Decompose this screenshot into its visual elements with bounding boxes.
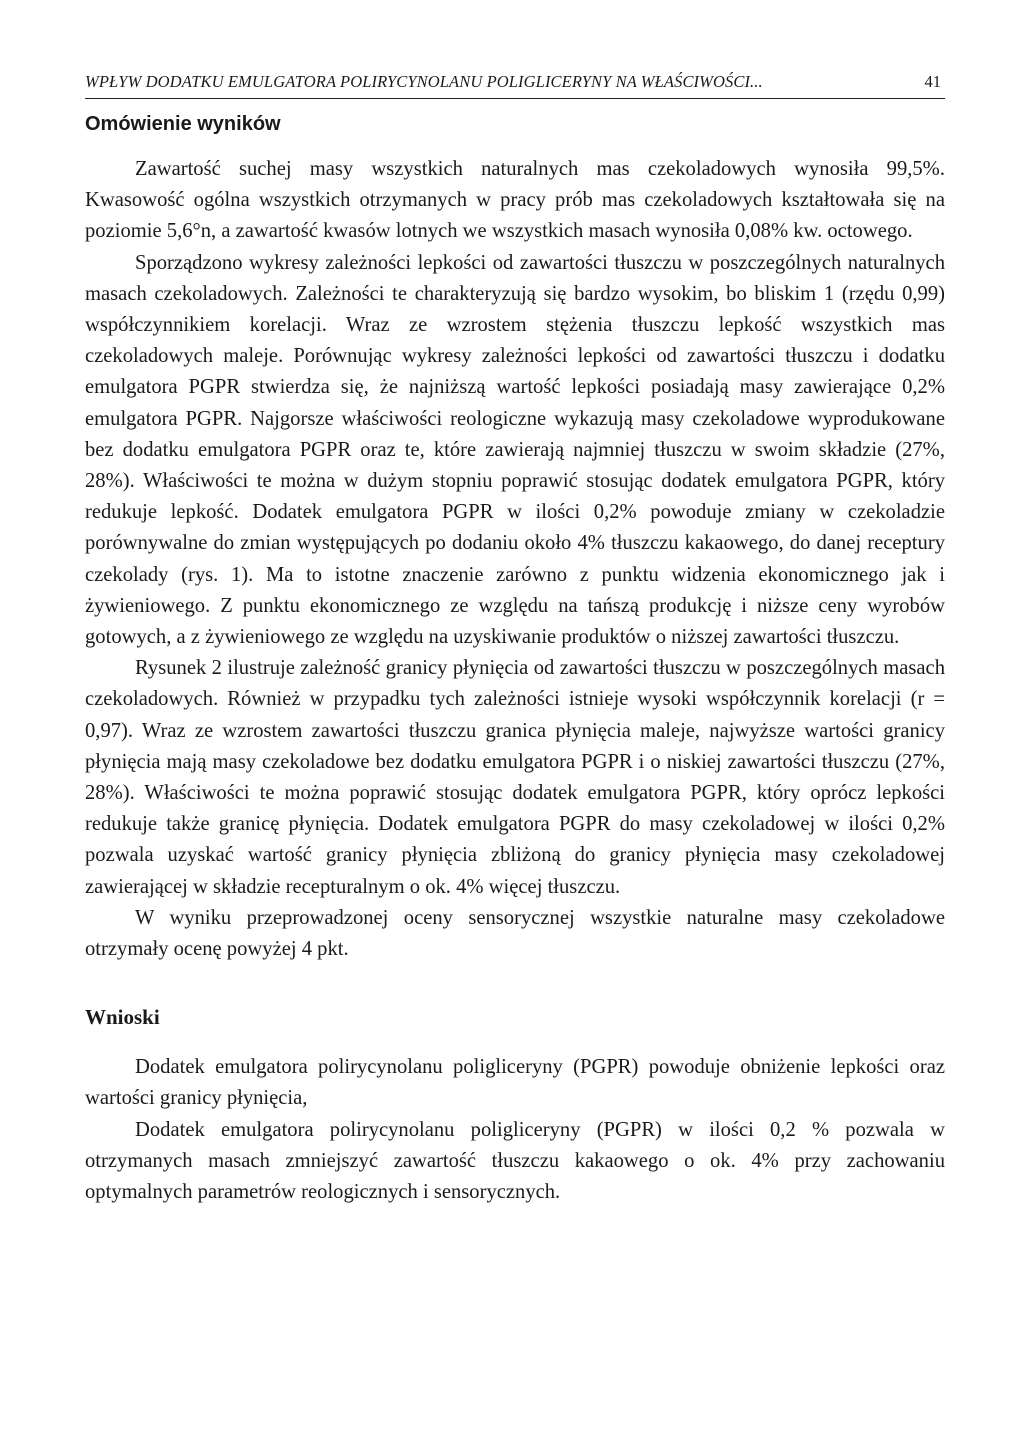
results-paragraph-4: W wyniku przeprowadzonej oceny sensorycznej wszystkie naturalne masy czekoladowe otrzymały ocenę powyżej 4 pkt. <box>85 906 945 961</box>
results-section <box>85 113 945 965</box>
results-paragraph-2: Sporządzono wykresy zależności lepkości od zawartości tłuszczu w poszczególnych naturalnych masach czekoladowych. Zależności te charakteryzują się bardzo wysokim, bo bliskim 1 (rzędu 0,99) współczynnikiem korelacji. Wraz ze wzrostem stężenia tłuszczu lepkość wszystkich mas czekoladowych maleje. Porównując wykresy zależności lepkości od zawartości tłuszczu i dodatku emulgatora PGPR stwierdza się, że najniższą wartość lepkości posiadają masy zawierające 0,2% emulgatora PGPR. Najgorsze właściwości reologiczne wykazują masy czekoladowe wyprodukowane bez dodatku emulgatora PGPR oraz te, które zawierają najmniej tłuszczu w swoim składzie (27%, 28%). Właściwości te można w dużym stopniu poprawić stosując dodatek emulgatora PGPR, który redukuje lepkość. Dodatek emulgatora PGPR w ilości 0,2% powoduje zmiany w czekoladzie porównywalne do zmian występujących po dodaniu około 4% tłuszczu kakaowego, do danej receptury czekolady (rys. 1). Ma to istotne znaczenie zarówno z punktu widzenia ekonomicznego jak i żywieniowego. Z punktu ekonomicznego ze względu na tańszą produkcję i niższe ceny wyrobów gotowych, a z żywieniowego ze względu na uzyskiwanie produktów o niższej zawartości tłuszczu. <box>85 251 945 649</box>
document-page <box>85 72 945 1208</box>
conclusions-heading: Wnioski <box>85 1005 160 1030</box>
results-paragraph-3: Rysunek 2 ilustruje zależność granicy płynięcia od zawartości tłuszczu w poszczególnych masach czekoladowych. Również w przypadku tych zależności istnieje wysoki współczynnik korelacji (r = 0,97). Wraz ze wzrostem zawartości tłuszczu granica płynięcia maleje, najwyższe wartości granicy płynięcia mają masy czekoladowe bez dodatku emulgatora PGPR i o niskiej zawartości tłuszczu (27%, 28%). Właściwości te można poprawić stosując dodatek emulgatora PGPR, który oprócz lepkości redukuje także granicę płynięcia. Dodatek emulgatora PGPR do masy czekoladowej w ilości 0,2% pozwala uzyskać wartość granicy płynięcia zbliżoną do granicy płynięcia masy czekoladowej zawierającej w składzie recepturalnym o ok. 4% więcej tłuszczu. <box>85 657 945 898</box>
results-heading: Omówienie wyników <box>85 113 281 135</box>
results-paragraph-1: Zawartość suchej masy wszystkich naturalnych mas czekoladowych wynosiła 99,5%. Kwasowość ogólna wszystkich otrzymanych w pracy prób mas czekoladowych kształtowała się na poziomie 5,6°n, a zawartość kwasów lotnych we wszystkich masach wynosiła 0,08% kw. octowego. <box>85 158 945 243</box>
conclusions-paragraph-2: Dodatek emulgatora polirycynolanu poligliceryny (PGPR) w ilości 0,2 % pozwala w otrzymanych masach zmniejszyć zawartość tłuszczu kakaowego o ok. 4% przy zachowaniu optymalnych parametrów reologicznych i sensorycznych. <box>85 1118 945 1204</box>
conclusions-paragraph-1: Dodatek emulgatora polirycynolanu poligliceryny (PGPR) powoduje obniżenie lepkości oraz wartości granicy płynięcia, <box>85 1056 945 1110</box>
conclusions-section <box>85 1005 945 1208</box>
page-number: 41 <box>924 72 941 91</box>
running-header <box>85 72 945 99</box>
running-title: WPŁYW DODATKU EMULGATORA POLIRYCYNOLANU POLIGLICERYNY NA WŁAŚCIWOŚCI... <box>85 72 763 91</box>
